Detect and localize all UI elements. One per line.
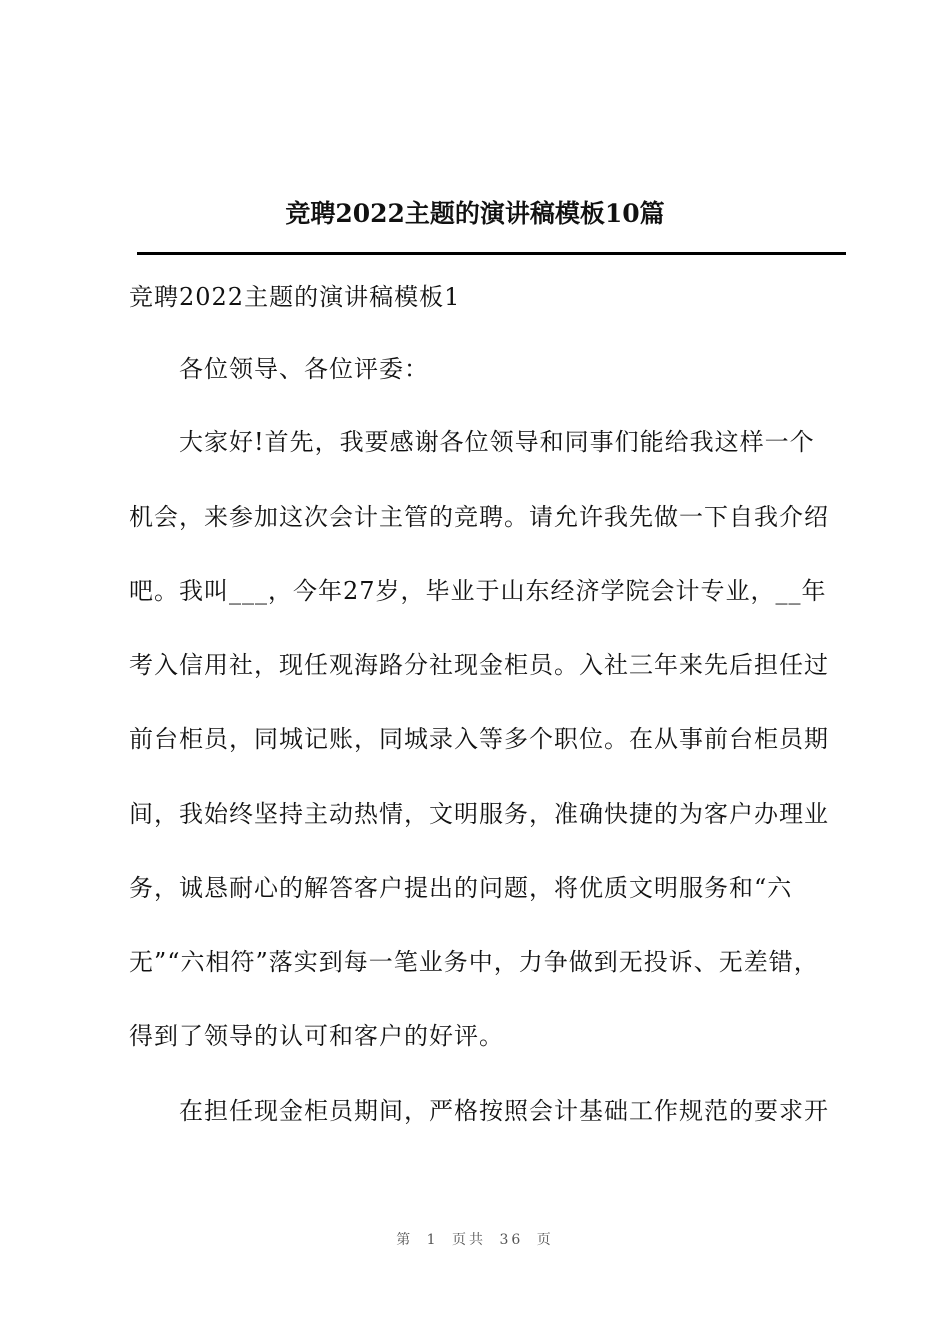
section-heading: 竞聘2022主题的演讲稿模板1 <box>129 283 461 311</box>
paragraph-line: 吧。我叫___，今年27岁，毕业于山东经济学院会计专业，__年 <box>129 577 827 605</box>
paragraph-line: 无”“六相符”落实到每一笔业务中，力争做到无投诉、无差错， <box>129 948 819 976</box>
paragraph-line: 大家好!首先，我要感谢各位领导和同事们能给我这样一个 <box>179 428 815 456</box>
paragraph-line: 前台柜员，同城记账，同城录入等多个职位。在从事前台柜员期 <box>129 725 829 753</box>
paragraph-line: 在担任现金柜员期间，严格按照会计基础工作规范的要求开 <box>179 1097 829 1125</box>
document-title: 竞聘2022主题的演讲稿模板10篇 <box>285 199 665 228</box>
paragraph-line: 间，我始终坚持主动热情，文明服务，准确快捷的为客户办理业 <box>129 800 829 828</box>
page-number-footer: 第 1 页共 36 页 <box>396 1232 554 1248</box>
title-divider <box>137 252 846 255</box>
paragraph-line: 得到了领导的认可和客户的好评。 <box>129 1022 504 1050</box>
paragraph-line: 考入信用社，现任观海路分社现金柜员。入社三年来先后担任过 <box>129 651 829 679</box>
paragraph-line: 务，诚恳耐心的解答客户提出的问题，将优质文明服务和“六 <box>129 874 793 902</box>
paragraph-line: 机会，来参加这次会计主管的竞聘。请允许我先做一下自我介绍 <box>129 503 829 531</box>
salutation: 各位领导、各位评委： <box>179 355 429 383</box>
